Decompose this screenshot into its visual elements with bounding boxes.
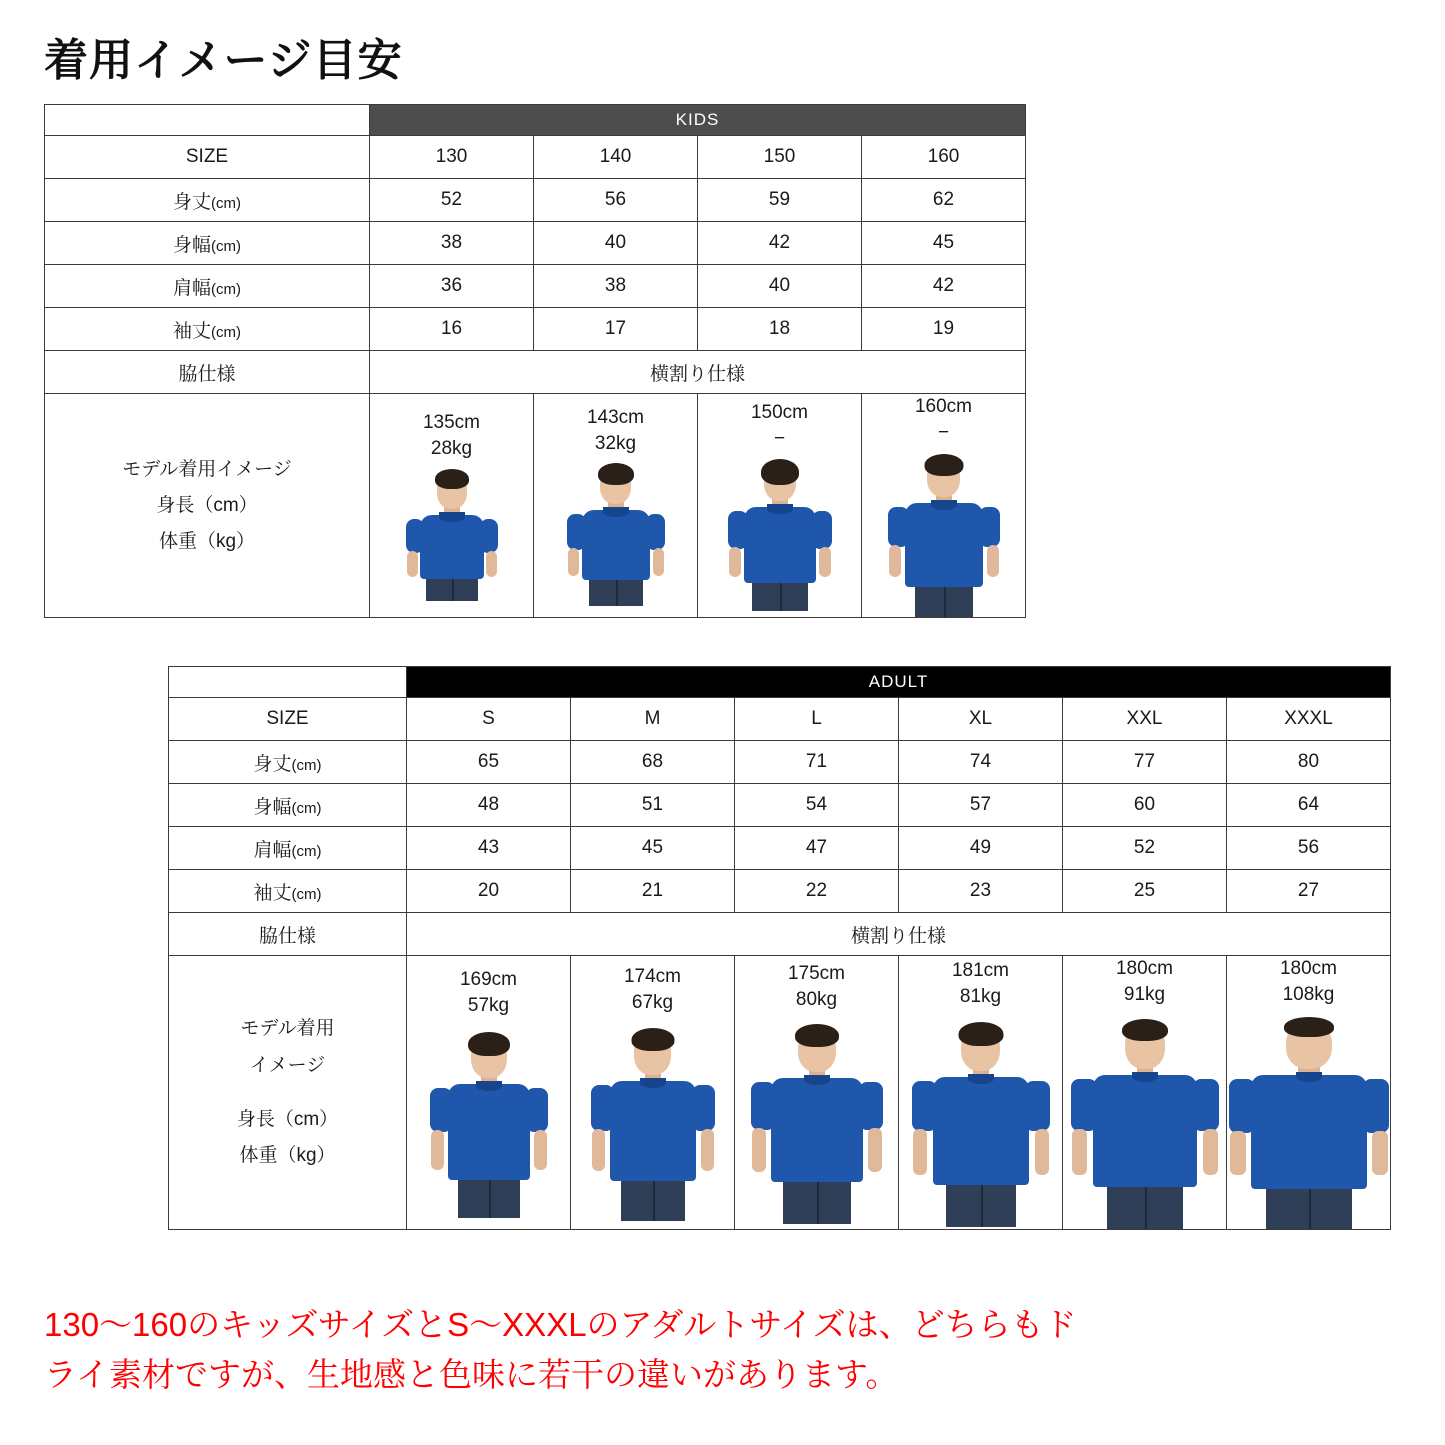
adult-shoulder-xxl: 52 bbox=[1063, 827, 1227, 870]
model-figure-kids-130 bbox=[392, 461, 512, 601]
adult-label-sleeve-unit: (cm) bbox=[291, 885, 322, 903]
kids-label-sleeve-text: 袖丈 bbox=[172, 320, 211, 342]
adult-label-length bbox=[169, 741, 407, 784]
adult-model-cell-s bbox=[407, 956, 571, 1230]
model-figure-adult-s bbox=[429, 1018, 549, 1218]
adult-sleeve-s: 20 bbox=[407, 870, 571, 913]
model-figure-adult-xl bbox=[921, 1009, 1041, 1227]
adult-width-l: 54 bbox=[735, 784, 899, 827]
adult-row-length bbox=[169, 741, 1391, 784]
adult-row-models bbox=[169, 956, 1391, 1230]
kids-size-130: 130 bbox=[370, 136, 534, 179]
adult-model-cell-l bbox=[735, 956, 899, 1230]
adult-row-size bbox=[169, 698, 1391, 741]
kids-model-weight-140: 32kg bbox=[594, 432, 637, 454]
kids-model-cell-150 bbox=[698, 394, 862, 618]
adult-label-shoulder-unit: (cm) bbox=[291, 842, 322, 860]
kids-model-cell-140 bbox=[534, 394, 698, 618]
model-figure-adult-m bbox=[593, 1015, 713, 1221]
kids-label-length-text: 身丈 bbox=[172, 191, 211, 213]
kids-side-spec-value: 横割り仕様 bbox=[370, 351, 1026, 394]
kids-shoulder-160: 42 bbox=[862, 265, 1026, 308]
kids-row-size bbox=[45, 136, 1026, 179]
kids-label-length-unit: (cm) bbox=[211, 194, 241, 212]
adult-band-corner bbox=[169, 667, 407, 698]
kids-width-130: 38 bbox=[370, 222, 534, 265]
adult-model-cell-m bbox=[571, 956, 735, 1230]
adult-length-xxl: 77 bbox=[1063, 741, 1227, 784]
adult-size-table-container bbox=[168, 666, 1391, 1230]
adult-label-length-text: 身丈 bbox=[253, 753, 292, 775]
kids-model-cell-130 bbox=[370, 394, 534, 618]
kids-model-label-line-2: 身長（cm） bbox=[156, 494, 258, 516]
kids-sleeve-140: 17 bbox=[534, 308, 698, 351]
adult-model-weight-xl: 81kg bbox=[959, 985, 1002, 1007]
adult-shoulder-xl: 49 bbox=[899, 827, 1063, 870]
adult-model-label-line-4: 体重（kg） bbox=[239, 1144, 336, 1166]
adult-model-height-xxxl: 180cm bbox=[1279, 958, 1338, 979]
adult-label-length-unit: (cm) bbox=[291, 756, 322, 774]
adult-shoulder-xxxl: 56 bbox=[1227, 827, 1391, 870]
adult-model-weight-s: 57kg bbox=[467, 994, 510, 1016]
adult-row-width bbox=[169, 784, 1391, 827]
adult-row-sleeve bbox=[169, 870, 1391, 913]
adult-model-label-line-1: モデル着用 bbox=[240, 1018, 335, 1040]
adult-size-m: M bbox=[571, 698, 735, 741]
adult-width-xxl: 60 bbox=[1063, 784, 1227, 827]
kids-row-shoulder bbox=[45, 265, 1026, 308]
adult-model-label-line-3: 身長（cm） bbox=[236, 1108, 339, 1130]
adult-size-table bbox=[168, 666, 1391, 1230]
adult-model-label-line-2: イメージ bbox=[249, 1054, 326, 1076]
adult-size-l: L bbox=[735, 698, 899, 741]
adult-model-height-l: 175cm bbox=[787, 963, 846, 984]
footer-note bbox=[44, 1300, 1414, 1399]
adult-model-weight-xxl: 91kg bbox=[1123, 983, 1166, 1005]
adult-length-l: 71 bbox=[735, 741, 899, 784]
adult-sleeve-xxxl: 27 bbox=[1227, 870, 1391, 913]
kids-size-140: 140 bbox=[534, 136, 698, 179]
adult-sleeve-m: 21 bbox=[571, 870, 735, 913]
adult-model-label-spacer bbox=[169, 1084, 406, 1102]
kids-shoulder-130: 36 bbox=[370, 265, 534, 308]
adult-size-xxl: XXL bbox=[1063, 698, 1227, 741]
adult-length-s: 65 bbox=[407, 741, 571, 784]
kids-length-160: 62 bbox=[862, 179, 1026, 222]
kids-label-size: SIZE bbox=[45, 136, 370, 179]
adult-band-row bbox=[169, 667, 1391, 698]
kids-band-label: KIDS bbox=[370, 105, 1026, 136]
adult-width-xxxl: 64 bbox=[1227, 784, 1391, 827]
footer-note-line-2: ライ素材ですが、生地感と色味に若干の違いがあります。 bbox=[44, 1355, 899, 1393]
kids-label-shoulder-text: 肩幅 bbox=[172, 277, 211, 299]
adult-sleeve-xl: 23 bbox=[899, 870, 1063, 913]
kids-model-cell-160 bbox=[862, 394, 1026, 618]
adult-width-m: 51 bbox=[571, 784, 735, 827]
kids-length-150: 59 bbox=[698, 179, 862, 222]
adult-shoulder-s: 43 bbox=[407, 827, 571, 870]
kids-label-shoulder-unit: (cm) bbox=[211, 280, 241, 298]
kids-label-length bbox=[45, 179, 370, 222]
kids-sleeve-130: 16 bbox=[370, 308, 534, 351]
kids-label-width-unit: (cm) bbox=[211, 237, 241, 255]
adult-label-sleeve bbox=[169, 870, 407, 913]
adult-model-height-xxl: 180cm bbox=[1115, 958, 1174, 979]
adult-model-weight-l: 80kg bbox=[795, 988, 838, 1010]
adult-label-width bbox=[169, 784, 407, 827]
adult-model-cell-xxxl bbox=[1227, 956, 1391, 1230]
model-figure-adult-xxl bbox=[1085, 1007, 1205, 1229]
kids-label-sleeve-unit: (cm) bbox=[211, 323, 241, 341]
adult-label-width-unit: (cm) bbox=[291, 799, 322, 817]
adult-label-sleeve-text: 袖丈 bbox=[253, 882, 292, 904]
adult-label-shoulder-text: 肩幅 bbox=[253, 839, 292, 861]
adult-model-height-xl: 181cm bbox=[951, 960, 1010, 981]
kids-label-side-spec: 脇仕様 bbox=[45, 351, 370, 394]
adult-model-label bbox=[169, 956, 407, 1230]
kids-width-160: 45 bbox=[862, 222, 1026, 265]
kids-model-height-140: 143cm bbox=[586, 407, 645, 428]
kids-label-sleeve bbox=[45, 308, 370, 351]
model-figure-kids-150 bbox=[720, 451, 840, 611]
adult-width-xl: 57 bbox=[899, 784, 1063, 827]
kids-length-140: 56 bbox=[534, 179, 698, 222]
kids-row-side-spec bbox=[45, 351, 1026, 394]
adult-label-shoulder bbox=[169, 827, 407, 870]
adult-shoulder-l: 47 bbox=[735, 827, 899, 870]
model-figure-adult-xxxl bbox=[1249, 1007, 1369, 1229]
kids-band-corner bbox=[45, 105, 370, 136]
adult-sleeve-l: 22 bbox=[735, 870, 899, 913]
adult-size-xxxl: XXXL bbox=[1227, 698, 1391, 741]
kids-size-160: 160 bbox=[862, 136, 1026, 179]
kids-model-height-150: 150cm bbox=[750, 402, 809, 423]
adult-model-cell-xl bbox=[899, 956, 1063, 1230]
kids-row-models bbox=[45, 394, 1026, 618]
adult-row-shoulder bbox=[169, 827, 1391, 870]
kids-size-table bbox=[44, 104, 1026, 618]
kids-model-label bbox=[45, 394, 370, 618]
adult-band-label: ADULT bbox=[407, 667, 1391, 698]
adult-label-size: SIZE bbox=[169, 698, 407, 741]
kids-band-row bbox=[45, 105, 1026, 136]
kids-row-width bbox=[45, 222, 1026, 265]
kids-size-150: 150 bbox=[698, 136, 862, 179]
adult-label-width-text: 身幅 bbox=[253, 796, 292, 818]
kids-row-sleeve bbox=[45, 308, 1026, 351]
kids-sleeve-150: 18 bbox=[698, 308, 862, 351]
adult-shoulder-m: 45 bbox=[571, 827, 735, 870]
kids-shoulder-150: 40 bbox=[698, 265, 862, 308]
adult-length-m: 68 bbox=[571, 741, 735, 784]
adult-size-xl: XL bbox=[899, 698, 1063, 741]
kids-size-table-container bbox=[44, 104, 1026, 618]
kids-model-height-160: 160cm bbox=[914, 396, 973, 417]
adult-row-side-spec bbox=[169, 913, 1391, 956]
kids-model-weight-160: − bbox=[937, 421, 950, 443]
model-figure-adult-l bbox=[757, 1012, 877, 1224]
adult-side-spec-value: 横割り仕様 bbox=[407, 913, 1391, 956]
adult-length-xl: 74 bbox=[899, 741, 1063, 784]
model-figure-kids-140 bbox=[556, 456, 676, 606]
kids-label-width-text: 身幅 bbox=[172, 234, 211, 256]
adult-width-s: 48 bbox=[407, 784, 571, 827]
kids-sleeve-160: 19 bbox=[862, 308, 1026, 351]
kids-model-label-line-3: 体重（kg） bbox=[158, 530, 256, 552]
page-title: 着用イメージ目安 bbox=[44, 36, 403, 85]
kids-shoulder-140: 38 bbox=[534, 265, 698, 308]
kids-width-150: 42 bbox=[698, 222, 862, 265]
adult-size-s: S bbox=[407, 698, 571, 741]
adult-model-cell-xxl bbox=[1063, 956, 1227, 1230]
kids-model-weight-150: − bbox=[773, 427, 786, 449]
kids-label-width bbox=[45, 222, 370, 265]
model-figure-kids-160 bbox=[884, 445, 1004, 617]
kids-model-weight-130: 28kg bbox=[430, 437, 473, 459]
adult-model-weight-xxxl: 108kg bbox=[1282, 983, 1335, 1005]
adult-label-side-spec: 脇仕様 bbox=[169, 913, 407, 956]
adult-length-xxxl: 80 bbox=[1227, 741, 1391, 784]
adult-sleeve-xxl: 25 bbox=[1063, 870, 1227, 913]
footer-note-line-1: 130〜160のキッズサイズとS〜XXXLのアダルトサイズは、どちらもド bbox=[44, 1306, 1077, 1343]
adult-model-weight-m: 67kg bbox=[631, 991, 674, 1013]
kids-label-shoulder bbox=[45, 265, 370, 308]
adult-model-height-s: 169cm bbox=[459, 969, 518, 990]
kids-row-length bbox=[45, 179, 1026, 222]
kids-length-130: 52 bbox=[370, 179, 534, 222]
kids-width-140: 40 bbox=[534, 222, 698, 265]
adult-model-height-m: 174cm bbox=[623, 966, 682, 987]
kids-model-label-line-1: モデル着用イメージ bbox=[122, 458, 292, 480]
kids-model-height-130: 135cm bbox=[422, 412, 481, 433]
